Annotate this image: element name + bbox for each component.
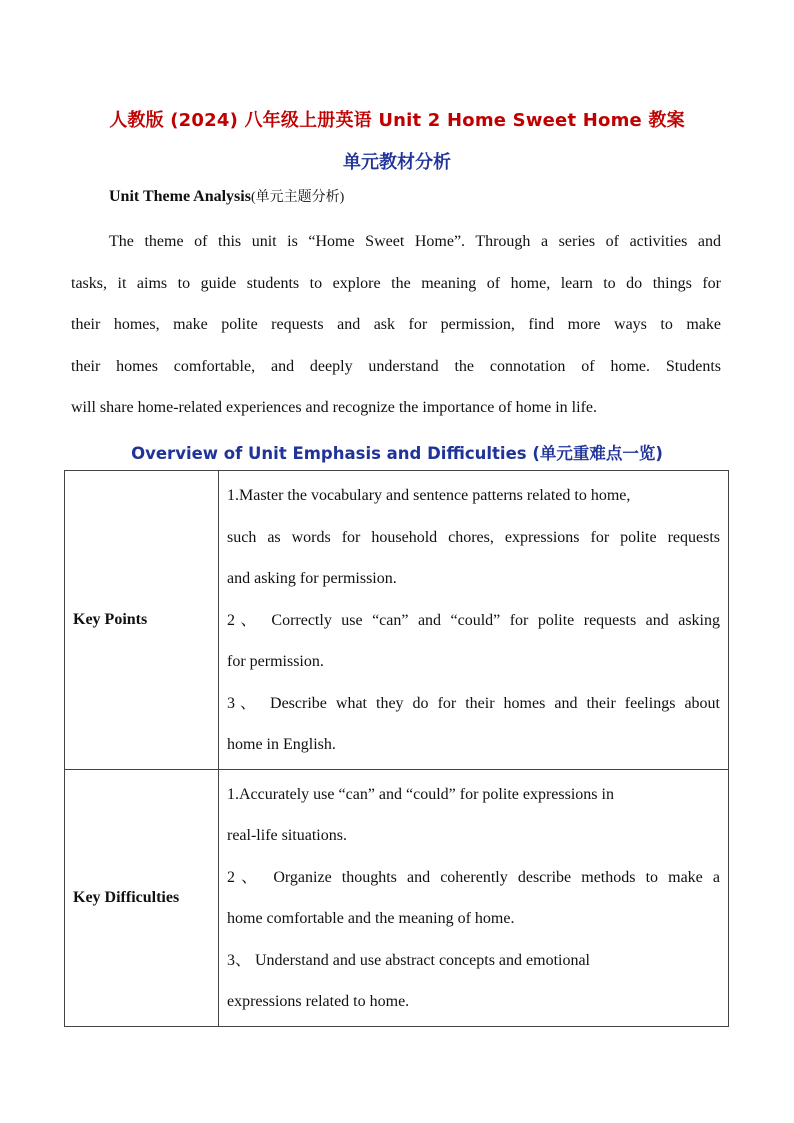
content-line: 1.Master the vocabulary and sentence patterns related to home,: [227, 487, 631, 504]
paragraph-line: their homes comfortable, and deeply understand the connotation of home. Students: [71, 357, 721, 375]
row-label-key-points: Key Points: [65, 471, 219, 770]
theme-heading-en: Unit Theme Analysis: [109, 188, 251, 205]
content-line: 3、 Understand and use abstract concepts and emotional: [227, 951, 591, 969]
content-line: real-life situations.: [227, 827, 347, 844]
row-content-key-difficulties: [219, 769, 729, 1026]
content-line: 2、 Correctly use “can” and “could” for polite requests and asking: [227, 611, 720, 629]
content-line: home comfortable and the meaning of home.: [227, 910, 515, 927]
content-line: and asking for permission.: [227, 570, 397, 587]
paragraph-line: tasks, it aims to guide students to explore the meaning of home, learn to do things for: [71, 274, 721, 292]
content-line: such as words for household chores, expressions for polite requests: [227, 528, 720, 546]
row-label-key-difficulties: Key Difficulties: [65, 769, 219, 1026]
content-line: 3、 Describe what they do for their homes and their feelings about: [227, 694, 720, 712]
document-subtitle: 单元教材分析: [343, 152, 451, 173]
paragraph-line: will share home-related experiences and recognize the importance of home in life.: [71, 399, 597, 417]
content-line: 1.Accurately use “can” and “could” for polite expressions in: [227, 785, 614, 803]
content-line: for permission.: [227, 653, 324, 670]
theme-heading-cn: (单元主题分析): [250, 190, 345, 205]
table-row: [65, 471, 729, 770]
table-row: [65, 769, 729, 1026]
content-line: 2、 Organize thoughts and coherently describe methods to make a: [227, 868, 720, 886]
theme-paragraph: [71, 221, 721, 429]
document-title: 人教版 (2024) 八年级上册英语 Unit 2 Home Sweet Home 教案: [109, 110, 685, 131]
paragraph-line: The theme of this unit is “Home Sweet Home”. Through a series of activities and: [109, 233, 721, 250]
theme-heading: [109, 186, 344, 206]
content-line: expressions related to home.: [227, 993, 410, 1010]
emphasis-table: [64, 470, 729, 1027]
overview-heading: Overview of Unit Emphasis and Difficulties (单元重难点一览): [131, 444, 663, 463]
row-content-key-points: [219, 471, 729, 770]
content-line: home in English.: [227, 736, 336, 753]
paragraph-line: their homes, make polite requests and ask for permission, find more ways to make: [71, 316, 721, 334]
